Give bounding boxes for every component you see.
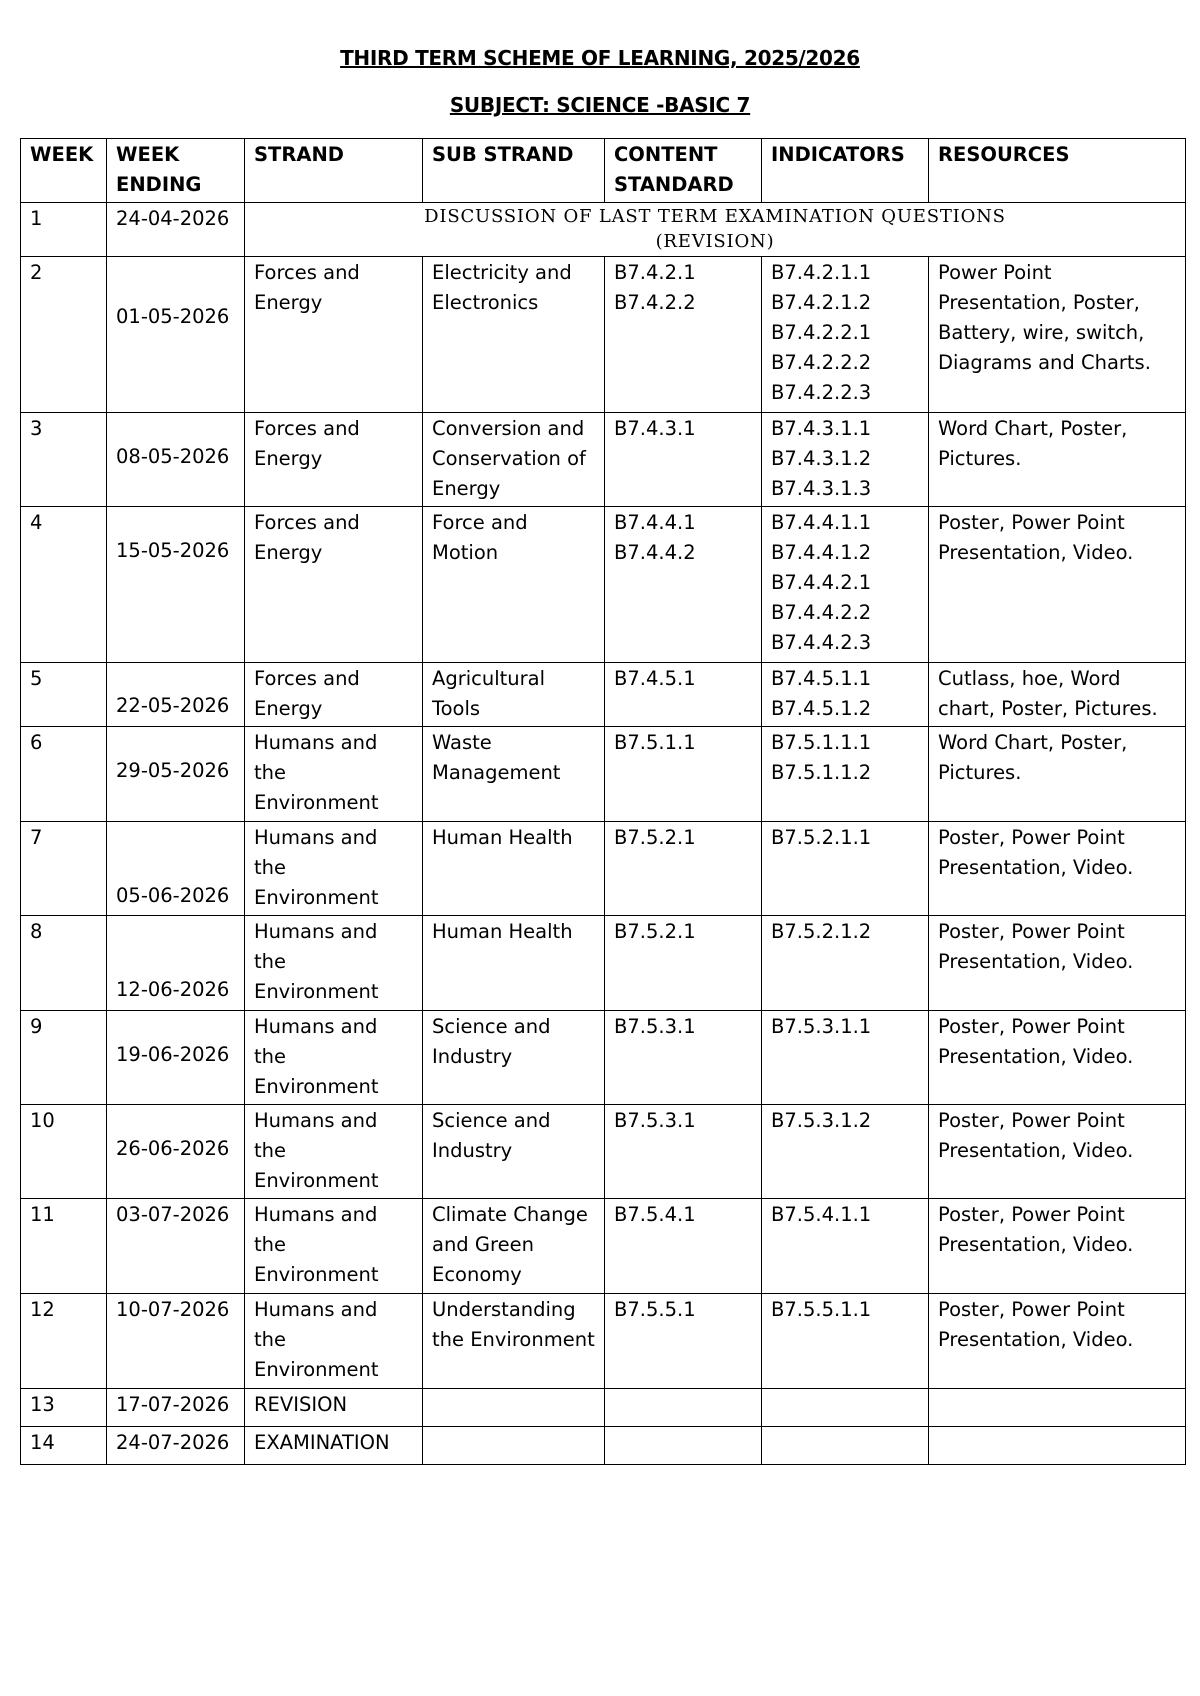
cell-indicators-line: B7.5.5.1.1 — [771, 1298, 872, 1321]
cell-indicators-line: B7.5.2.1.1 — [771, 826, 872, 849]
cell-strand: Humans and the Environment — [245, 1199, 423, 1294]
cell-content-standard — [605, 822, 762, 916]
cell-indicators — [762, 257, 929, 413]
cell-indicators-line: B7.4.5.1.2 — [771, 697, 872, 720]
cell-indicators — [762, 822, 929, 916]
cell-indicators — [762, 1105, 929, 1199]
cell-content-standard-line: B7.5.5.1 — [614, 1298, 696, 1321]
cell-content-standard-line: B7.5.3.1 — [614, 1109, 696, 1132]
discussion-line2: (REVISION) — [655, 231, 775, 252]
cell-content-standard-line: B7.5.4.1 — [614, 1203, 696, 1226]
cell-week: 8 — [21, 916, 107, 1011]
cell-sub-strand: Climate Change and Green Economy — [423, 1199, 605, 1294]
cell-week-ending: 15-05-2026 — [107, 507, 245, 663]
cell-indicators — [762, 663, 929, 727]
cell-sub-strand: Science and Industry — [423, 1105, 605, 1199]
cell-sub-strand: Understanding the Environment — [423, 1294, 605, 1389]
header-content-standard: CONTENT STANDARD — [605, 139, 762, 203]
cell-content-standard — [605, 1011, 762, 1105]
header-week-ending: WEEK ENDING — [107, 139, 245, 203]
table-row — [21, 1011, 1186, 1105]
cell-indicators-line: B7.4.4.2.2 — [771, 601, 872, 624]
cell-content-standard-line: B7.5.2.1 — [614, 920, 696, 943]
document-title: THIRD TERM SCHEME OF LEARNING, 2025/2026 — [340, 46, 860, 70]
cell-indicators — [762, 1011, 929, 1105]
cell-empty — [423, 1389, 605, 1427]
table-row — [21, 1389, 1186, 1427]
cell-week-ending: 01-05-2026 — [107, 257, 245, 413]
cell-content-standard — [605, 1199, 762, 1294]
cell-content-standard — [605, 663, 762, 727]
cell-resources: Cutlass, hoe, Word chart, Poster, Pictures. — [929, 663, 1186, 727]
cell-indicators — [762, 413, 929, 507]
cell-resources: Poster, Power Point Presentation, Video. — [929, 822, 1186, 916]
table-row — [21, 1427, 1186, 1465]
cell-indicators-line: B7.5.3.1.2 — [771, 1109, 872, 1132]
table-row — [21, 1105, 1186, 1199]
discussion-line1: DISCUSSION OF LAST TERM EXAMINATION QUESTIONS — [424, 206, 1006, 227]
cell-sub-strand: Force and Motion — [423, 507, 605, 663]
cell-indicators-line: B7.4.3.1.2 — [771, 447, 872, 470]
table-row — [21, 727, 1186, 822]
cell-content-standard-line: B7.5.1.1 — [614, 731, 696, 754]
cell-indicators — [762, 1294, 929, 1389]
cell-indicators-line: B7.4.4.1.1 — [771, 511, 872, 534]
cell-empty — [762, 1427, 929, 1465]
cell-content-standard-line: B7.5.3.1 — [614, 1015, 696, 1038]
cell-content-standard-line: B7.4.4.2 — [614, 541, 696, 564]
cell-week-ending: 22-05-2026 — [107, 663, 245, 727]
cell-strand: Humans and the Environment — [245, 916, 423, 1011]
cell-content-standard — [605, 413, 762, 507]
cell-indicators-line: B7.4.3.1.3 — [771, 477, 872, 500]
table-row — [21, 413, 1186, 507]
cell-week: 10 — [21, 1105, 107, 1199]
cell-content-standard — [605, 727, 762, 822]
cell-indicators-line: B7.4.2.2.1 — [771, 321, 872, 344]
cell-indicators — [762, 507, 929, 663]
cell-week-ending: 19-06-2026 — [107, 1011, 245, 1105]
cell-content-standard-line: B7.4.4.1 — [614, 511, 696, 534]
cell-resources: Word Chart, Poster, Pictures. — [929, 413, 1186, 507]
cell-week-ending: 24-04-2026 — [107, 203, 245, 257]
cell-content-standard-line: B7.4.2.1 — [614, 261, 696, 284]
cell-indicators — [762, 916, 929, 1011]
cell-indicators-line: B7.4.2.2.3 — [771, 381, 872, 404]
cell-week: 14 — [21, 1427, 107, 1465]
cell-resources: Poster, Power Point Presentation, Video. — [929, 1199, 1186, 1294]
cell-week: 1 — [21, 203, 107, 257]
cell-resources: Poster, Power Point Presentation, Video. — [929, 916, 1186, 1011]
cell-strand: Forces and Energy — [245, 257, 423, 413]
cell-empty — [929, 1389, 1186, 1427]
cell-indicators — [762, 1199, 929, 1294]
cell-week: 5 — [21, 663, 107, 727]
document-subject: SUBJECT: SCIENCE -BASIC 7 — [449, 93, 751, 117]
cell-week: 3 — [21, 413, 107, 507]
table-row — [21, 822, 1186, 916]
cell-resources: Poster, Power Point Presentation, Video. — [929, 1294, 1186, 1389]
cell-indicators-line: B7.4.5.1.1 — [771, 667, 872, 690]
cell-week: 7 — [21, 822, 107, 916]
table-row — [21, 663, 1186, 727]
cell-week-ending: 24-07-2026 — [107, 1427, 245, 1465]
cell-strand: Humans and the Environment — [245, 822, 423, 916]
cell-sub-strand: Human Health — [423, 822, 605, 916]
table-row — [21, 1294, 1186, 1389]
header-week: WEEK — [21, 139, 107, 203]
cell-week-ending: 12-06-2026 — [107, 916, 245, 1011]
cell-week: 9 — [21, 1011, 107, 1105]
cell-indicators-line: B7.5.4.1.1 — [771, 1203, 872, 1226]
cell-resources: Poster, Power Point Presentation, Video. — [929, 1105, 1186, 1199]
table-row — [21, 507, 1186, 663]
table-row — [21, 1199, 1186, 1294]
cell-strand: Forces and Energy — [245, 507, 423, 663]
scheme-table — [20, 138, 1186, 1465]
cell-indicators-line: B7.5.2.1.2 — [771, 920, 872, 943]
cell-content-standard-line: B7.4.3.1 — [614, 417, 696, 440]
cell-week: 11 — [21, 1199, 107, 1294]
cell-sub-strand: Agricultural Tools — [423, 663, 605, 727]
cell-strand: Humans and the Environment — [245, 1105, 423, 1199]
cell-week: 12 — [21, 1294, 107, 1389]
cell-week-ending: 29-05-2026 — [107, 727, 245, 822]
cell-content-standard-line: B7.4.2.2 — [614, 291, 696, 314]
cell-strand: REVISION — [245, 1389, 423, 1427]
cell-indicators-line: B7.5.3.1.1 — [771, 1015, 872, 1038]
cell-content-standard-line: B7.4.5.1 — [614, 667, 696, 690]
cell-content-standard — [605, 916, 762, 1011]
cell-indicators-line: B7.4.2.1.1 — [771, 261, 872, 284]
cell-indicators-line: B7.4.4.2.3 — [771, 631, 872, 654]
cell-week-ending: 10-07-2026 — [107, 1294, 245, 1389]
cell-content-standard — [605, 257, 762, 413]
header-indicators: INDICATORS — [762, 139, 929, 203]
cell-sub-strand: Conversion and Conservation of Energy — [423, 413, 605, 507]
header-resources: RESOURCES — [929, 139, 1186, 203]
cell-week-ending: 03-07-2026 — [107, 1199, 245, 1294]
cell-sub-strand: Human Health — [423, 916, 605, 1011]
cell-week-ending: 17-07-2026 — [107, 1389, 245, 1427]
cell-strand: Humans and the Environment — [245, 1011, 423, 1105]
cell-indicators — [762, 727, 929, 822]
cell-week-ending: 26-06-2026 — [107, 1105, 245, 1199]
cell-content-standard — [605, 1294, 762, 1389]
cell-strand: Forces and Energy — [245, 663, 423, 727]
cell-week: 4 — [21, 507, 107, 663]
cell-strand: Humans and the Environment — [245, 1294, 423, 1389]
header-strand: STRAND — [245, 139, 423, 203]
cell-content-standard — [605, 507, 762, 663]
table-header-row — [21, 139, 1186, 203]
header-sub-strand: SUB STRAND — [423, 139, 605, 203]
cell-resources: Poster, Power Point Presentation, Video. — [929, 507, 1186, 663]
cell-empty — [929, 1427, 1186, 1465]
cell-empty — [762, 1389, 929, 1427]
cell-strand: EXAMINATION — [245, 1427, 423, 1465]
cell-sub-strand: Science and Industry — [423, 1011, 605, 1105]
cell-sub-strand: Electricity and Electronics — [423, 257, 605, 413]
table-row — [21, 916, 1186, 1011]
cell-resources: Poster, Power Point Presentation, Video. — [929, 1011, 1186, 1105]
cell-indicators-line: B7.4.4.2.1 — [771, 571, 872, 594]
cell-week: 6 — [21, 727, 107, 822]
cell-week: 2 — [21, 257, 107, 413]
cell-sub-strand: Waste Management — [423, 727, 605, 822]
cell-indicators-line: B7.5.1.1.1 — [771, 731, 872, 754]
table-row — [21, 203, 1186, 257]
cell-week: 13 — [21, 1389, 107, 1427]
cell-week-ending: 05-06-2026 — [107, 822, 245, 916]
cell-empty — [423, 1427, 605, 1465]
cell-empty — [605, 1427, 762, 1465]
cell-indicators-line: B7.4.3.1.1 — [771, 417, 872, 440]
cell-indicators-line: B7.5.1.1.2 — [771, 761, 872, 784]
cell-indicators-line: B7.4.2.2.2 — [771, 351, 872, 374]
cell-resources: Word Chart, Poster, Pictures. — [929, 727, 1186, 822]
cell-week-ending: 08-05-2026 — [107, 413, 245, 507]
cell-strand: Humans and the Environment — [245, 727, 423, 822]
cell-content-standard-line: B7.5.2.1 — [614, 826, 696, 849]
cell-empty — [605, 1389, 762, 1427]
cell-discussion — [245, 203, 1186, 257]
cell-strand: Forces and Energy — [245, 413, 423, 507]
table-row — [21, 257, 1186, 413]
cell-indicators-line: B7.4.2.1.2 — [771, 291, 872, 314]
cell-content-standard — [605, 1105, 762, 1199]
cell-indicators-line: B7.4.4.1.2 — [771, 541, 872, 564]
cell-resources: Power Point Presentation, Poster, Battery, wire, switch, Diagrams and Charts. — [929, 257, 1186, 413]
